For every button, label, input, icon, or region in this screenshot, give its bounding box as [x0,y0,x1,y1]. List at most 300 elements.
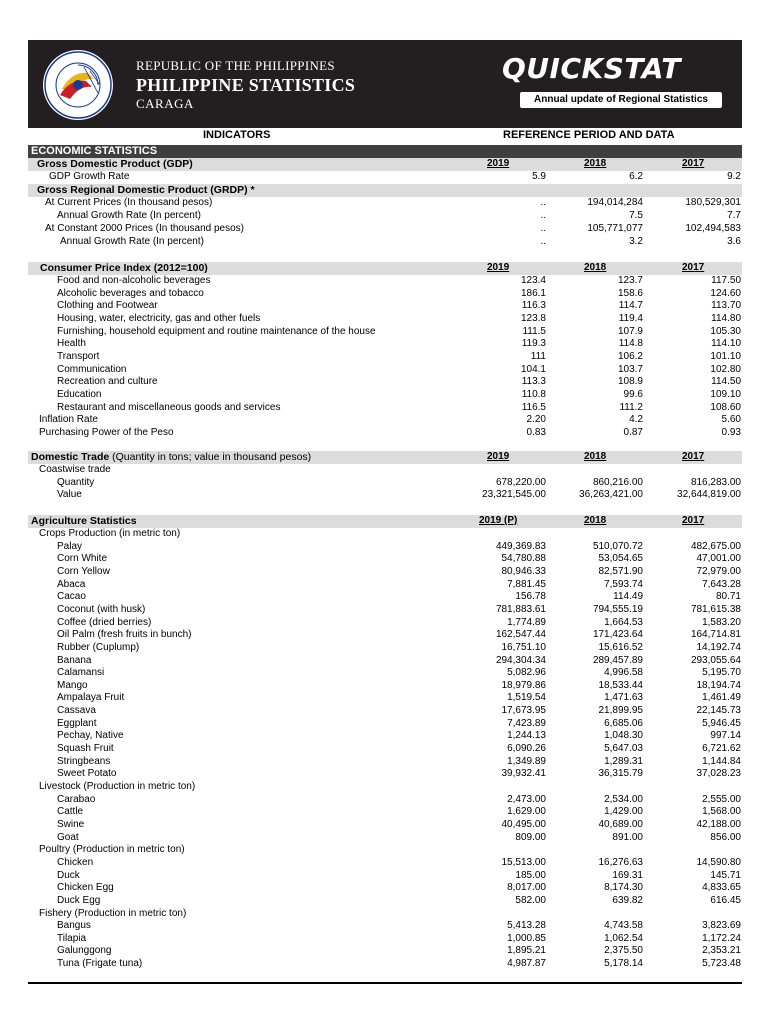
row-label: Chicken Egg [57,882,114,894]
table-row [28,895,742,908]
value-2018: 639.82 [612,894,643,906]
value-2019: 5.9 [532,171,546,182]
value-2017: 1,568.00 [702,806,741,818]
value-2019: 0.83 [526,426,546,438]
value-2017: 3.6 [727,236,741,247]
row-label: Swine [57,818,85,830]
table-row [28,591,742,604]
value-2018: 103.7 [617,363,643,375]
value-2017: 7.7 [727,210,741,221]
row-label: Quantity [57,477,95,488]
value-2019: 8,017.00 [507,882,546,894]
value-2017: 6,721.62 [702,743,741,755]
value-2017: 102.80 [710,363,741,375]
table-row [28,566,742,579]
year-header: 2017 [682,158,705,169]
row-label: Food and non-alcoholic beverages [57,275,211,286]
row-label: Pechay, Native [57,730,124,742]
value-2017: 856.00 [710,831,741,843]
value-2017: 22,145.73 [696,705,741,717]
value-2019: 185.00 [515,869,546,881]
subsection-label: Fishery (Production in metric ton) [39,907,187,919]
value-2018: 114.8 [618,338,643,350]
value-2019: 123.4 [520,275,546,286]
row-label: Value [57,489,82,500]
year-header: 2017 [682,515,705,526]
value-2018: 16,276.63 [598,856,643,868]
value-2018: 7.5 [629,210,643,221]
table-row [28,541,742,554]
table-row [28,326,742,339]
value-2017: 293,055.64 [690,654,741,666]
value-2019: 781,883.61 [495,603,546,615]
value-2019: 678,220.00 [495,477,546,488]
table-row [28,857,742,870]
subsection-label: Poultry (Production in metric ton) [39,844,185,856]
table-row [28,920,742,933]
value-2019: 582.00 [515,894,546,906]
value-2018: 114.49 [613,591,643,603]
year-header: 2017 [682,262,705,273]
value-2017: 114.80 [711,312,741,324]
table-row [28,376,742,389]
table-row [28,364,742,377]
value-2017: 114.10 [711,338,741,350]
value-2017: 108.60 [710,401,741,413]
value-2018: 36,315.79 [598,768,643,780]
value-2017: 0.93 [721,426,741,438]
value-2018: 5,647.03 [604,743,643,755]
value-2018: 53,054.65 [598,553,643,565]
row-label: Stringbeans [57,755,111,767]
year-header: 2018 [584,515,607,526]
value-2018: 119.4 [618,312,643,324]
value-2018: 111.2 [619,401,643,413]
value-2017: 117.50 [711,275,741,286]
value-2018: 36,263,421.00 [579,489,643,500]
value-2019: 110.8 [521,388,546,400]
value-2017: 781,615.38 [690,603,741,615]
value-2018: 2,534.00 [604,793,643,805]
value-2018: 18,533.44 [598,679,643,691]
value-2019: 1,244.13 [507,730,546,742]
value-2017: 105.30 [710,325,741,337]
value-2017: 102,494,583 [685,223,741,234]
tagline-badge: Annual update of Regional Statistics [520,92,722,108]
region-label: CARAGA [136,96,194,111]
year-header: 2018 [584,158,607,169]
value-2019: 40,495.00 [501,818,546,830]
table-row [28,945,742,958]
table-row [28,756,742,769]
table-row [28,680,742,693]
value-2019: 7,423.89 [507,717,546,729]
row-label: Annual Growth Rate (In percent) [60,236,204,247]
row-label: Squash Fruit [57,743,114,755]
table-row [28,908,742,921]
reference-header: REFERENCE PERIOD AND DATA [503,129,675,141]
value-2018: 107.9 [617,325,643,337]
value-2017: 1,461.49 [702,692,741,704]
grdp-header-row [28,184,742,197]
grdp-title: Gross Regional Domestic Product (GRDP) * [37,184,255,196]
table-row [28,692,742,705]
value-2017: 5.60 [721,414,741,426]
table-row [28,427,742,440]
value-2018: 4,996.58 [604,667,643,679]
table-row [28,730,742,743]
value-2017: 14,590.80 [696,856,741,868]
row-label: GDP Growth Rate [49,171,130,182]
value-2019: 119.3 [521,338,546,350]
value-2017: 1,144.84 [702,755,741,767]
value-2018: 1,048.30 [604,730,643,742]
indicators-header: INDICATORS [203,129,271,141]
row-label: Galunggong [57,945,112,957]
value-2019: 1,895.21 [507,945,546,957]
value-2019: .. [540,236,546,247]
table-row [28,629,742,642]
row-label: Calamansi [57,667,105,679]
row-label: Ampalaya Fruit [57,692,125,704]
year-header: 2018 [584,451,607,462]
value-2017: 109.10 [710,388,741,400]
table-row [28,655,742,668]
value-2018: 2,375.50 [604,945,643,957]
table-row [28,579,742,592]
value-2017: 997.14 [710,730,741,742]
row-label: Abaca [57,578,86,590]
value-2019: 5,413.28 [507,920,546,932]
row-label: Housing, water, electricity, gas and other fuels [57,312,261,324]
table-row [28,288,742,301]
value-2018: 171,423.64 [592,629,643,641]
value-2019: 80,946.33 [501,565,546,577]
value-2019: 23,321,545.00 [482,489,546,500]
value-2017: 72,979.00 [696,565,741,577]
value-2019: 54,780.88 [501,553,546,565]
subsection-label: Crops Production (in metric ton) [39,528,181,539]
table-row [28,958,742,971]
value-2019: 7,881.45 [507,578,546,590]
trade-title [31,451,311,464]
value-2018: 21,899.95 [598,705,643,717]
table-row [28,414,742,427]
value-2019: 162,547.44 [495,629,546,641]
value-2018: 158.6 [617,287,643,299]
value-2017: 1,172.24 [702,932,741,944]
value-2018: 5,178.14 [604,958,643,970]
value-2017: 14,192.74 [696,641,741,653]
year-header: 2017 [682,451,705,462]
year-header: 2019 [487,262,510,273]
value-2019: 116.5 [521,401,546,413]
value-2018: 8,174.30 [604,882,643,894]
value-2017: 482,675.00 [690,540,741,552]
row-label: Cacao [57,591,86,603]
table-row [28,806,742,819]
row-label: At Current Prices (In thousand pesos) [45,197,213,208]
table-row [28,604,742,617]
row-label: Tilapia [57,932,87,944]
value-2018: 82,571.90 [598,565,643,577]
row-label: Annual Growth Rate (In percent) [57,210,201,221]
value-2017: 113.70 [711,300,741,312]
table-row [28,718,742,731]
table-row [28,477,742,490]
row-label: Corn White [57,553,108,565]
org-title: PHILIPPINE STATISTICS [136,75,356,95]
row-label: Communication [57,363,127,375]
value-2019: 294,304.34 [495,654,546,666]
table-row [28,819,742,832]
row-label: Sweet Potato [57,768,117,780]
value-2019: 156.78 [515,591,546,603]
trade-header-row [28,451,742,464]
value-2017: 3,823.69 [702,920,741,932]
table-row [28,832,742,845]
table-row [28,389,742,402]
row-label: Coconut (with husk) [57,603,146,615]
value-2019: 116.3 [521,300,546,312]
value-2019: 113.3 [521,376,546,388]
table-row [28,528,742,541]
value-2019: 111 [530,350,546,362]
table-row [28,197,742,210]
row-label: Chicken [57,856,94,868]
table-row [28,553,742,566]
value-2018: 1,289.31 [604,755,643,767]
row-label: Banana [57,654,92,666]
value-2017: 2,555.00 [702,793,741,805]
row-label: Eggplant [57,717,97,729]
value-2017: 37,028.23 [696,768,741,780]
value-2017: 180,529,301 [685,197,741,208]
value-2018: 194,014,284 [587,197,643,208]
row-label: Tuna (Frigate tuna) [57,958,143,970]
value-2017: 2,353.21 [702,945,741,957]
value-2017: 124.60 [710,287,741,299]
row-label: Transport [57,350,100,362]
row-label: Coffee (dried berries) [57,616,152,628]
table-row [28,402,742,415]
row-label: Mango [57,679,88,691]
value-2019: 1,519.54 [507,692,546,704]
year-header: 2018 [584,262,607,273]
table-row [28,223,742,236]
value-2018: 114.7 [618,300,643,312]
brand-title: QUICKSTAT [502,52,681,85]
row-label: Oil Palm (fresh fruits in bunch) [57,629,192,641]
value-2017: 80.71 [715,591,741,603]
value-2019: 1,774.89 [507,616,546,628]
row-label: Clothing and Footwear [57,300,158,312]
row-label: Purchasing Power of the Peso [39,426,174,438]
republic-label: REPUBLIC OF THE PHILIPPINES [136,58,335,73]
gdp-title: Gross Domestic Product (GDP) [37,158,193,170]
value-2018: 6.2 [629,171,643,182]
row-label: Goat [57,831,79,843]
value-2018: 1,664.53 [604,616,643,628]
value-2017: 42,188.00 [696,818,741,830]
row-label: Furnishing, household equipment and routine maintenance of the house [57,325,376,337]
value-2018: 1,062.54 [604,932,643,944]
value-2019: 5,082.96 [507,667,546,679]
table-row [28,882,742,895]
value-2019: 1,349.89 [507,755,546,767]
value-2018: 0.87 [623,426,643,438]
value-2017: 47,001.00 [696,553,741,565]
row-label: Duck Egg [57,894,101,906]
table-row [28,275,742,288]
value-2017: 145.71 [710,869,741,881]
value-2017: 5,723.48 [702,958,741,970]
table-row [28,768,742,781]
value-2018: 7,593.74 [604,578,643,590]
value-2017: 816,283.00 [690,477,741,488]
row-label: Bangus [57,920,91,932]
table-row [28,313,742,326]
trade-title-rest: (Quantity in tons; value in thousand pesos) [109,451,312,463]
value-2018: 106.2 [617,350,643,362]
cpi-title: Consumer Price Index (2012=100) [40,262,208,274]
value-2018: 4,743.58 [604,920,643,932]
value-2019: 39,932.41 [501,768,546,780]
value-2017: 7,643.28 [702,578,741,590]
row-label: Alcoholic beverages and tobacco [57,287,204,299]
value-2017: 164,714.81 [690,629,741,641]
value-2018: 1,471.63 [604,692,643,704]
row-label: Inflation Rate [39,414,98,426]
value-2019: .. [540,210,546,221]
value-2017: 616.45 [710,894,741,906]
value-2018: 510,070.72 [592,540,643,552]
table-row [28,489,742,502]
row-label: At Constant 2000 Prices (In thousand pesos) [45,223,245,234]
cpi-header-row [28,262,742,275]
value-2018: 3.2 [629,236,643,247]
value-2017: 9.2 [727,171,741,182]
row-label: Carabao [57,793,96,805]
table-row [28,617,742,630]
year-header: 2019 [487,451,510,462]
row-label: Education [57,388,102,400]
value-2018: 169.31 [612,869,643,881]
value-2018: 891.00 [612,831,643,843]
value-2019: 2,473.00 [507,793,546,805]
value-2019: 2.20 [526,414,546,426]
value-2018: 1,429.00 [604,806,643,818]
value-2019: 16,751.10 [501,641,546,653]
row-label: Palay [57,540,83,552]
row-label: Duck [57,869,80,881]
agri-header-row [28,515,742,528]
table-row [28,794,742,807]
value-2017: 18,194.74 [696,679,741,691]
value-2018: 860,216.00 [592,477,643,488]
row-label: Health [57,338,86,350]
value-2019: 1,629.00 [507,806,546,818]
value-2017: 1,583.20 [702,616,741,628]
value-2019: 4,987.87 [507,958,546,970]
value-2019: 104.1 [520,363,546,375]
row-label: Cassava [57,705,96,717]
value-2019: 111.5 [522,325,546,337]
year-header: 2019 (P) [479,515,518,526]
value-2018: 40,689.00 [598,818,643,830]
value-2018: 108.9 [617,376,643,388]
value-2018: 794,555.19 [592,603,643,615]
table-row [28,171,742,184]
row-label: Corn Yellow [57,565,110,577]
subsection-label: Livestock (Production in metric ton) [39,781,196,792]
value-2018: 289,457.89 [592,654,643,666]
header-banner [28,40,742,128]
agri-title: Agriculture Statistics [31,515,137,527]
value-2019: 17,673.95 [501,705,546,717]
subsection-label: Coastwise trade [39,464,111,475]
economic-section-bar [28,145,742,158]
value-2018: 6,685.06 [604,717,643,729]
table-row [28,338,742,351]
value-2017: 101.10 [710,350,741,362]
row-label: Restaurant and miscellaneous goods and services [57,401,281,413]
table-row [28,870,742,883]
section-title: ECONOMIC STATISTICS [31,145,158,157]
value-2019: 809.00 [515,831,546,843]
value-2018: 123.7 [617,275,643,286]
value-2018: 15,616.52 [598,641,643,653]
value-2019: 6,090.26 [507,743,546,755]
value-2019: 15,513.00 [501,856,546,868]
value-2018: 99.6 [623,388,643,400]
table-row [28,743,742,756]
table-row [28,781,742,794]
psa-logo-icon [42,49,114,121]
bottom-divider [28,982,742,984]
value-2019: .. [540,197,546,208]
table-row [28,667,742,680]
value-2018: 105,771,077 [587,223,643,234]
value-2019: 186.1 [520,287,546,299]
value-2017: 32,644,819.00 [677,489,741,500]
table-row [28,351,742,364]
table-row [28,844,742,857]
year-header: 2019 [487,158,510,169]
row-label: Cattle [57,806,84,818]
row-label: Rubber (Cuplump) [57,641,140,653]
table-row [28,236,742,249]
row-label: Recreation and culture [57,376,158,388]
table-row [28,705,742,718]
table-row [28,464,742,477]
trade-title-bold: Domestic Trade [31,451,110,463]
table-row [28,642,742,655]
value-2017: 5,946.45 [702,717,741,729]
value-2018: 4.2 [629,414,643,426]
value-2019: 123.8 [520,312,546,324]
value-2017: 5,195.70 [702,667,741,679]
value-2019: 1,000.85 [507,932,546,944]
value-2017: 114.50 [711,376,741,388]
value-2019: .. [540,223,546,234]
value-2019: 18,979.86 [501,679,546,691]
value-2017: 4,833.65 [702,882,741,894]
table-row [28,210,742,223]
table-row [28,933,742,946]
gdp-header-row [28,158,742,171]
value-2019: 449,369.83 [495,540,546,552]
